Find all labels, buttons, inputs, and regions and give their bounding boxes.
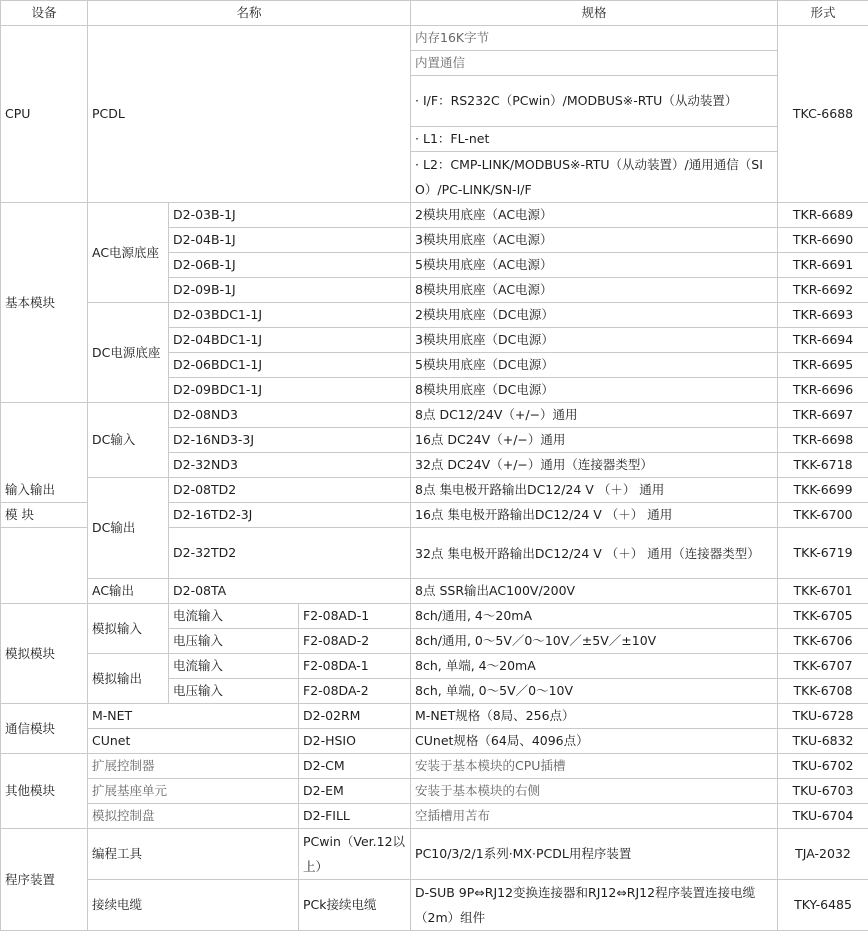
spec-cell: 8ch, 单端, 4～20mA <box>411 654 778 679</box>
device-prog: 程序装置 <box>1 829 88 931</box>
spec-cell: 8模块用底座（AC电源） <box>411 278 778 303</box>
spec-cell: 内置通信 <box>411 51 778 76</box>
name-cell: D2-02RM <box>299 704 411 729</box>
table-row <box>1 403 868 428</box>
name-cell: PCDL <box>88 26 411 203</box>
group-analog-input: 模拟输入 <box>88 604 169 654</box>
spec-cell: 8模块用底座（DC电源） <box>411 378 778 403</box>
label-cell: 模拟控制盘 <box>88 804 299 829</box>
name-cell: D2-HSIO <box>299 729 411 754</box>
name-cell: D2-EM <box>299 779 411 804</box>
form-cell: TJA-2032 <box>778 829 868 880</box>
form-cell: TKU-6704 <box>778 804 868 829</box>
form-cell: TKR-6691 <box>778 253 868 278</box>
name-cell: D2-04B-1J <box>169 228 411 253</box>
name-cell: D2-08TD2 <box>169 478 411 503</box>
spec-cell: · I/F：RS232C（PCwin）/MODBUS※-RTU（从动装置） <box>411 76 778 127</box>
form-cell: TKK-6718 <box>778 453 868 478</box>
name-cell: D2-16ND3-3J <box>169 428 411 453</box>
spec-cell: 16点 集电极开路输出DC12/24 V （＋） 通用 <box>411 503 778 528</box>
table-row <box>1 804 868 829</box>
label-cell: 接续电缆 <box>88 880 299 931</box>
name-cell: D2-04BDC1-1J <box>169 328 411 353</box>
header-spec: 规格 <box>411 1 778 26</box>
spec-cell: 3模块用底座（AC电源） <box>411 228 778 253</box>
form-cell: TKU-6703 <box>778 779 868 804</box>
form-cell: TKR-6696 <box>778 378 868 403</box>
form-cell: TKR-6694 <box>778 328 868 353</box>
form-cell: TKK-6708 <box>778 679 868 704</box>
spec-cell: 内存16K字节 <box>411 26 778 51</box>
label-cell: 编程工具 <box>88 829 299 880</box>
form-cell: TKR-6698 <box>778 428 868 453</box>
label-cell: CUnet <box>88 729 299 754</box>
name-cell: D2-03BDC1-1J <box>169 303 411 328</box>
spec-cell: D-SUB 9P⇔RJ12变换连接器和RJ12⇔RJ12程序装置连接电缆（2m）组件 <box>411 880 778 931</box>
spec-cell: 8点 集电极开路输出DC12/24 V （＋） 通用 <box>411 478 778 503</box>
table-row <box>1 704 868 729</box>
header-device: 设备 <box>1 1 88 26</box>
spec-cell: 8ch, 单端, 0～5V／0～10V <box>411 679 778 704</box>
form-cell: TKR-6689 <box>778 203 868 228</box>
table-row <box>1 26 868 51</box>
form-cell: TKK-6706 <box>778 629 868 654</box>
device-io-blank <box>1 403 88 478</box>
device-other: 其他模块 <box>1 754 88 829</box>
form-cell: TKU-6702 <box>778 754 868 779</box>
name-cell: D2-08TA <box>169 579 411 604</box>
form-cell: TKR-6695 <box>778 353 868 378</box>
header-name: 名称 <box>88 1 411 26</box>
header-row <box>1 1 868 26</box>
spec-cell: 8ch/通用, 0～5V／0～10V／±5V／±10V <box>411 629 778 654</box>
name-cell: D2-32ND3 <box>169 453 411 478</box>
form-cell: TKC-6688 <box>778 26 868 203</box>
spec-cell: 空插槽用苫布 <box>411 804 778 829</box>
device-basic: 基本模块 <box>1 203 88 403</box>
table-row <box>1 729 868 754</box>
spec-cell: 5模块用底座（DC电源） <box>411 353 778 378</box>
group-ac-output: AC输出 <box>88 579 169 604</box>
name-cell: D2-03B-1J <box>169 203 411 228</box>
name-cell: D2-16TD2-3J <box>169 503 411 528</box>
label-cell: M-NET <box>88 704 299 729</box>
group-dc-output: DC输出 <box>88 478 169 579</box>
spec-cell: 8点 SSR输出AC100V/200V <box>411 579 778 604</box>
form-cell: TKR-6692 <box>778 278 868 303</box>
sub-cell: 电压输入 <box>169 679 299 704</box>
device-io-blank <box>1 528 88 604</box>
name-cell: D2-CM <box>299 754 411 779</box>
name-cell: D2-09BDC1-1J <box>169 378 411 403</box>
spec-cell: 16点 DC24V（+/−）通用 <box>411 428 778 453</box>
group-ac-base: AC电源底座 <box>88 203 169 303</box>
name-cell: D2-32TD2 <box>169 528 411 579</box>
spec-cell: 2模块用底座（DC电源） <box>411 303 778 328</box>
table-row <box>1 579 868 604</box>
table-row <box>1 779 868 804</box>
spec-cell: 32点 集电极开路输出DC12/24 V （＋） 通用（连接器类型） <box>411 528 778 579</box>
table-row <box>1 754 868 779</box>
table-row <box>1 880 868 931</box>
spec-cell: 安装于基本模块的CPU插槽 <box>411 754 778 779</box>
form-cell: TKK-6719 <box>778 528 868 579</box>
name-cell: D2-08ND3 <box>169 403 411 428</box>
device-comm: 通信模块 <box>1 704 88 754</box>
label-cell: 扩展控制器 <box>88 754 299 779</box>
table-row <box>1 654 868 679</box>
device-analog: 模拟模块 <box>1 604 88 704</box>
table-row <box>1 604 868 629</box>
table-row <box>1 829 868 880</box>
table-row <box>1 303 868 328</box>
form-cell: TKR-6690 <box>778 228 868 253</box>
spec-cell: M-NET规格（8局、256点） <box>411 704 778 729</box>
spec-cell: · L2：CMP-LINK/MODBUS※-RTU（从动装置）/通用通信（SIO）/PC-LINK/SN-I/F <box>411 152 778 203</box>
name-cell: F2-08AD-1 <box>299 604 411 629</box>
sub-cell: 电流输入 <box>169 604 299 629</box>
sub-cell: 电压输入 <box>169 629 299 654</box>
table-row <box>1 478 868 503</box>
name-cell: F2-08AD-2 <box>299 629 411 654</box>
spec-cell: 8ch/通用, 4～20mA <box>411 604 778 629</box>
form-cell: TKK-6700 <box>778 503 868 528</box>
spec-cell: 3模块用底座（DC电源） <box>411 328 778 353</box>
spec-cell: · L1：FL-net <box>411 127 778 152</box>
table-row <box>1 203 868 228</box>
label-cell: 扩展基座单元 <box>88 779 299 804</box>
name-cell: D2-06B-1J <box>169 253 411 278</box>
name-cell: F2-08DA-2 <box>299 679 411 704</box>
device-io-line2: 模 块 <box>1 503 88 528</box>
group-analog-output: 模拟输出 <box>88 654 169 704</box>
device-cpu: CPU <box>1 26 88 203</box>
name-cell: D2-09B-1J <box>169 278 411 303</box>
form-cell: TKU-6728 <box>778 704 868 729</box>
form-cell: TKR-6693 <box>778 303 868 328</box>
name-cell: D2-FILL <box>299 804 411 829</box>
form-cell: TKK-6707 <box>778 654 868 679</box>
spec-cell: 2模块用底座（AC电源） <box>411 203 778 228</box>
group-dc-input: DC输入 <box>88 403 169 478</box>
spec-cell: 5模块用底座（AC电源） <box>411 253 778 278</box>
spec-cell: PC10/3/2/1系列·MX·PCDL用程序装置 <box>411 829 778 880</box>
sub-cell: 电流输入 <box>169 654 299 679</box>
group-dc-base: DC电源底座 <box>88 303 169 403</box>
device-io-line1: 输入输出 <box>1 478 88 503</box>
header-form: 形式 <box>778 1 868 26</box>
form-cell: TKY-6485 <box>778 880 868 931</box>
spec-cell: 安装于基本模块的右侧 <box>411 779 778 804</box>
name-cell: PCk接续电缆 <box>299 880 411 931</box>
form-cell: TKK-6699 <box>778 478 868 503</box>
spec-cell: 8点 DC12/24V（+/−）通用 <box>411 403 778 428</box>
spec-cell: CUnet规格（64局、4096点） <box>411 729 778 754</box>
spec-cell: 32点 DC24V（+/−）通用（连接器类型） <box>411 453 778 478</box>
name-cell: F2-08DA-1 <box>299 654 411 679</box>
form-cell: TKR-6697 <box>778 403 868 428</box>
form-cell: TKK-6705 <box>778 604 868 629</box>
name-cell: PCwin（Ver.12以上） <box>299 829 411 880</box>
form-cell: TKU-6832 <box>778 729 868 754</box>
name-cell: D2-06BDC1-1J <box>169 353 411 378</box>
form-cell: TKK-6701 <box>778 579 868 604</box>
